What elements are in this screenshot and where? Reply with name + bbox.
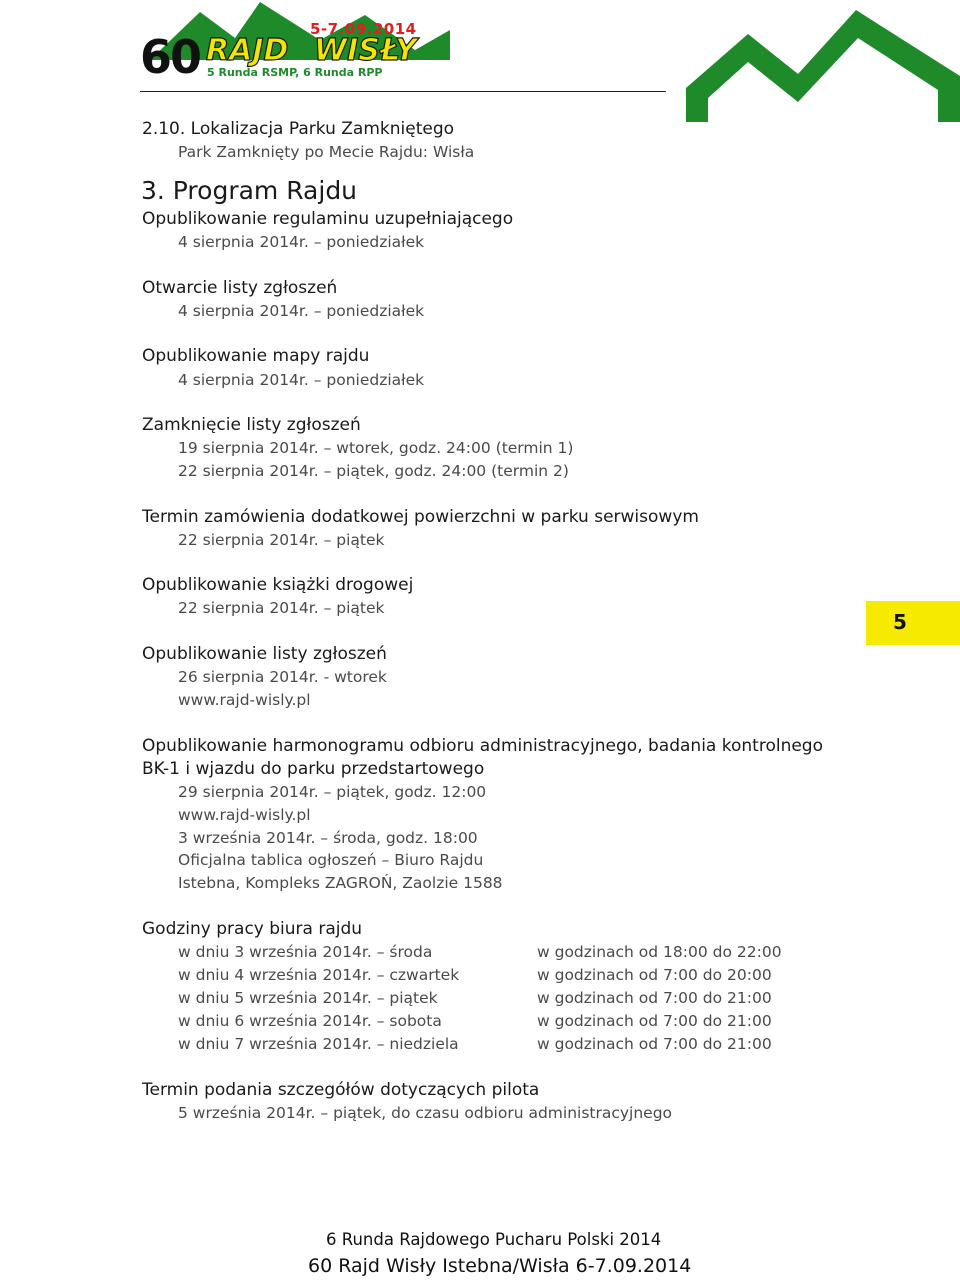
program-item-detail: 29 sierpnia 2014r. – piątek, godz. 12:00: [178, 783, 487, 801]
program-item-title: Opublikowanie listy zgłoszeń: [142, 644, 387, 664]
program-item-detail: 26 sierpnia 2014r. - wtorek: [178, 668, 387, 686]
website-link[interactable]: www.rajd-wisly.pl: [178, 806, 311, 824]
office-hours-day: w dniu 4 września 2014r. – czwartek: [178, 966, 460, 984]
office-hours-time: w godzinach od 7:00 do 21:00: [537, 1035, 772, 1053]
logo-wisly-word: WISŁY: [314, 33, 417, 68]
office-hours-heading: Godziny pracy biura rajdu: [142, 919, 363, 939]
office-hours-time: w godzinach od 7:00 do 21:00: [537, 1012, 772, 1030]
page-number-tab: [866, 601, 960, 645]
logo-number: 60: [140, 30, 201, 84]
program-item-title: Opublikowanie harmonogramu odbioru administracyjnego, badania kontrolnego: [142, 736, 823, 756]
program-item-detail: 4 sierpnia 2014r. – poniedziałek: [178, 302, 425, 320]
program-item-title-continued: BK-1 i wjazdu do parku przedstartowego: [142, 759, 485, 779]
program-item-detail: 19 sierpnia 2014r. – wtorek, godz. 24:00 (termin 1): [178, 439, 574, 457]
program-item-title: Otwarcie listy zgłoszeń: [142, 278, 338, 298]
program-item-detail: 22 sierpnia 2014r. – piątek: [178, 531, 385, 549]
program-item-detail: Oficjalna tablica ogłoszeń – Biuro Rajdu: [178, 851, 484, 869]
office-hours-day: w dniu 7 września 2014r. – niedziela: [178, 1035, 459, 1053]
office-hours-day: w dniu 3 września 2014r. – środa: [178, 943, 433, 961]
mountain-decoration-icon: [686, 10, 960, 122]
program-item-detail: 4 sierpnia 2014r. – poniedziałek: [178, 233, 425, 251]
program-item-title: Termin zamówienia dodatkowej powierzchni w parku serwisowym: [142, 507, 699, 527]
office-hours-day: w dniu 6 września 2014r. – sobota: [178, 1012, 442, 1030]
pilot-details-detail: 5 września 2014r. – piątek, do czasu odbioru administracyjnego: [178, 1104, 673, 1122]
program-item-title: Opublikowanie regulaminu uzupełniającego: [142, 209, 514, 229]
website-link[interactable]: www.rajd-wisly.pl: [178, 691, 311, 709]
program-item-title: Opublikowanie mapy rajdu: [142, 346, 370, 366]
page-number: 5: [893, 610, 907, 634]
section-2-10-detail: Park Zamknięty po Mecie Rajdu: Wisła: [178, 143, 475, 161]
office-hours-day: w dniu 5 września 2014r. – piątek: [178, 989, 438, 1007]
section-3-heading: 3. Program Rajdu: [141, 176, 358, 205]
header-divider: [140, 91, 666, 92]
office-hours-time: w godzinach od 7:00 do 20:00: [537, 966, 772, 984]
program-item-title: Zamknięcie listy zgłoszeń: [142, 415, 361, 435]
program-item-detail: 3 września 2014r. – środa, godz. 18:00: [178, 829, 478, 847]
office-hours-time: w godzinach od 18:00 do 22:00: [537, 943, 782, 961]
pilot-details-heading: Termin podania szczegółów dotyczących pilota: [142, 1080, 540, 1100]
program-item-detail: 22 sierpnia 2014r. – piątek: [178, 599, 385, 617]
program-item-detail: 22 sierpnia 2014r. – piątek, godz. 24:00 (termin 2): [178, 462, 569, 480]
logo-dates: 5-7.09.2014: [310, 20, 417, 38]
section-2-10-heading: 2.10. Lokalizacja Parku Zamkniętego: [142, 119, 455, 139]
office-hours-time: w godzinach od 7:00 do 21:00: [537, 989, 772, 1007]
program-item-title: Opublikowanie książki drogowej: [142, 575, 414, 595]
program-item-detail: Istebna, Kompleks ZAGROŃ, Zaolzie 1588: [178, 874, 503, 892]
program-item-detail: 4 sierpnia 2014r. – poniedziałek: [178, 371, 425, 389]
footer-line-2: 60 Rajd Wisły Istebna/Wisła 6-7.09.2014: [308, 1255, 692, 1277]
logo-rajd-word: RAJD: [206, 33, 289, 68]
footer-line-1: 6 Runda Rajdowego Pucharu Polski 2014: [326, 1230, 662, 1249]
logo-subtitle: 5 Runda RSMP, 6 Runda RPP: [207, 66, 383, 79]
